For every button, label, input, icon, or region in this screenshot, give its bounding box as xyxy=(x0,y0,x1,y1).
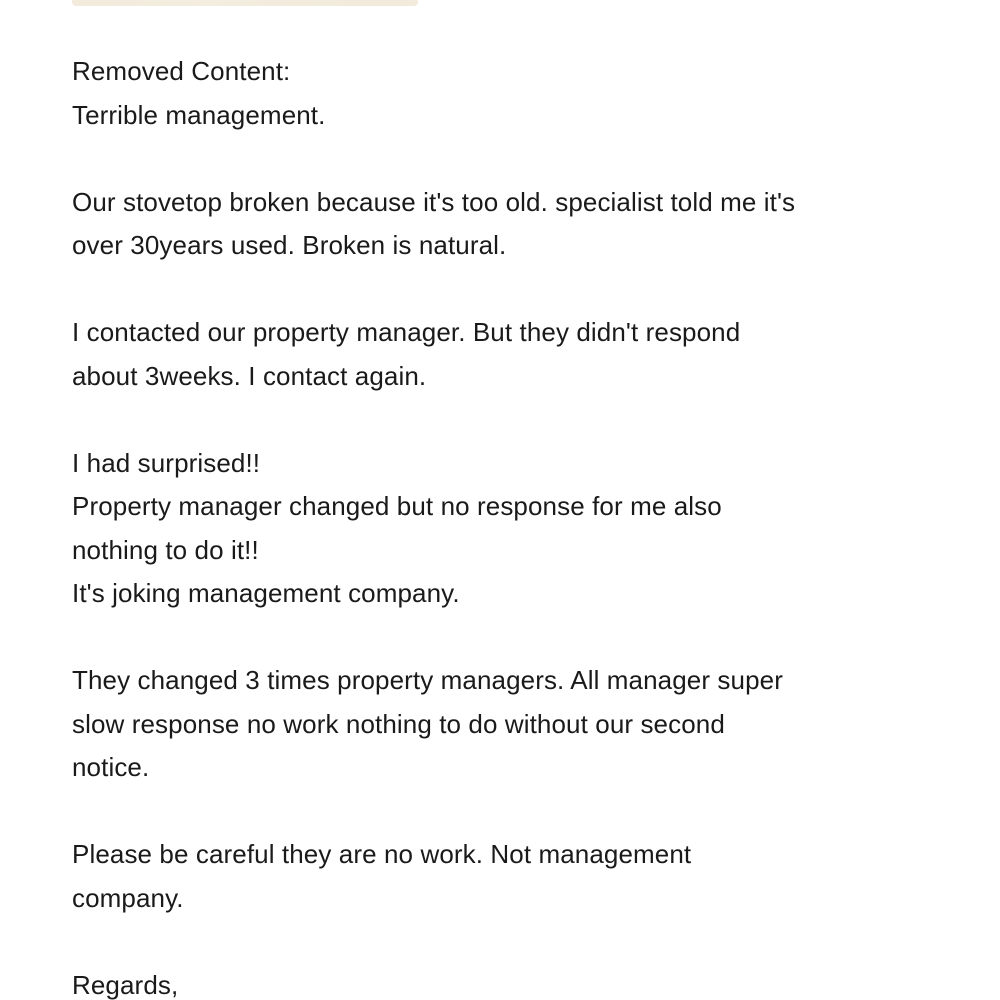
paragraph-break xyxy=(72,616,942,660)
body-line: about 3weeks. I contact again. xyxy=(72,360,427,391)
body-line: over 30years used. Broken is natural. xyxy=(72,230,507,260)
body-line: I had surprised!! xyxy=(72,447,261,478)
body-line: Our stovetop broken because it's too old. specialist told me it's xyxy=(72,186,796,217)
body-line: It's joking management company. xyxy=(72,578,460,608)
body-line: They changed 3 times property managers. All manager super xyxy=(72,665,783,695)
body-line: slow response no work nothing to do without our second xyxy=(72,708,725,739)
body-line: company. xyxy=(72,882,184,913)
cropped-header-line xyxy=(72,0,418,6)
removed-content-heading: Removed Content: xyxy=(72,56,291,86)
paragraph-break xyxy=(72,790,942,834)
signoff-line: Regards, xyxy=(72,969,179,1000)
body-line: Terrible management. xyxy=(72,99,326,130)
body-line: Please be careful they are no work. Not management xyxy=(72,839,692,869)
body-line: notice. xyxy=(72,752,150,782)
body-line: Property manager changed but no response for me also xyxy=(72,491,722,521)
paragraph-break xyxy=(72,398,942,442)
body-line: I contacted our property manager. But they didn't respond xyxy=(72,317,741,347)
paragraph-break xyxy=(72,268,942,312)
body-line: nothing to do it!! xyxy=(72,534,259,565)
message-body xyxy=(72,50,942,1000)
paragraph-break xyxy=(72,920,942,964)
paragraph-break xyxy=(72,137,942,181)
